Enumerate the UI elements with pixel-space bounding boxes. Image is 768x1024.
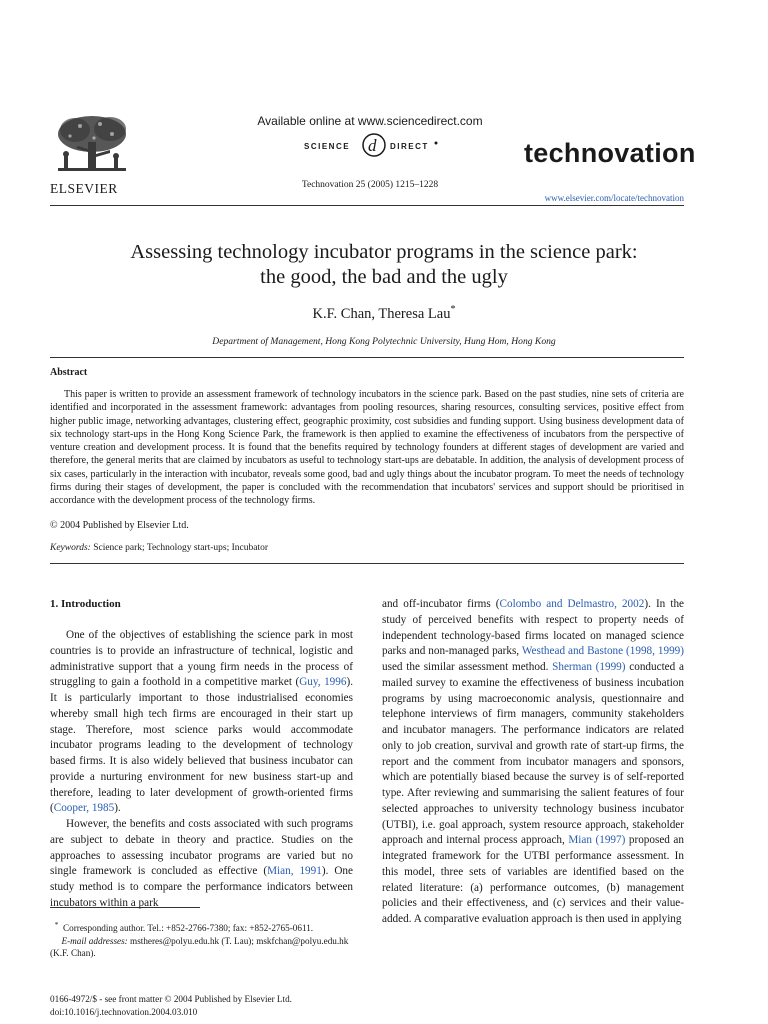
available-online-text[interactable]: Available online at www.sciencedirect.com [257,114,483,128]
text-run: ). It is particularly important to those industrialised economies whereby small high tech firms are encouraged in their start up stage. Therefore, most science parks would accommodate incubator programs leading to the development of technology based firms. It is also widely believed that business incubator can provide a nurturing environment for new business start-up and therefore, leading to later development of growth-oriented firms ( [50,676,353,815]
svg-text:SCIENCE: SCIENCE [304,142,351,151]
title-line-1: Assessing technology incubator programs in the science park: [130,241,638,263]
citation-link[interactable]: Sherman (1999) [552,661,626,673]
text-run: used the similar assessment method. [382,661,553,673]
journal-title: technovation [524,138,696,168]
imprint-doi[interactable]: doi:10.1016/j.technovation.2004.03.010 [50,1007,198,1017]
citation-link[interactable]: Colombo and Delmastro, 2002 [499,598,645,610]
affiliation: Department of Management, Hong Kong Polytechnic University, Hung Hom, Hong Kong [212,336,556,347]
text-run: However, the benefits and costs associated with such programs are subject to debate in theory and practice. Studies on the approaches to assessing incubator programs are varied but no single framework is concluded as effective ( [50,818,353,878]
publisher-name: ELSEVIER [50,181,118,196]
authors-text: K.F. Chan, Theresa Lau [312,305,451,322]
svg-text:d: d [368,136,377,155]
email-addresses[interactable]: mstheres@polyu.edu.hk (T. Lau); mskfchan@polyu.edu.hk (K.F. Chan). [50,935,349,959]
journal-citation: Technovation 25 (2005) 1215–1228 [301,180,439,190]
intro-paragraph-2-continued [382,597,684,928]
text-run: One of the objectives of establishing the science park in most countries is to provide an infrastructure of technical, logistic and administrative support that a young firm needs in the process of struggling to gain a foothold in a competitive market ( [50,629,353,689]
section-heading-introduction: 1. Introduction [50,598,121,610]
abstract-bottom-rule [50,563,684,564]
right-column [382,597,684,928]
imprint-issn: 0166-4972/$ - see front matter © 2004 Published by Elsevier Ltd. [50,994,292,1004]
header-rule [50,205,684,206]
journal-url-link[interactable]: www.elsevier.com/locate/technovation [544,193,684,203]
footnote-line-2 [50,935,353,960]
text-run: conducted a mailed survey to examine the effectiveness of business incubation programs by using macroeconomic analysis, questionnaire and telephone interviews of firm managers, community stakeholders and incubator managers. The performance indicators are related only to job creation, survival and growth rate of start-up firms, the report and the comment from incubator managers and sponsors, which are potentially biased because the survey is of self-reported type. After reviewing and summarising the salient features of four selected approaches to university technology business incubator (UTBI), i.e. goal approach, system resource approach, stakeholder approach and internal process approach, [382,661,684,847]
elsevier-tree-icon [50,112,134,176]
sciencedirect-logo-icon [290,132,460,158]
svg-text:DIRECT: DIRECT [390,142,429,151]
imprint [50,993,292,1019]
keywords [50,543,268,553]
footnote-contact: Corresponding author. Tel.: +852-2766-7380; fax: +852-2765-0611. [63,923,314,934]
footnote-mark: * [54,920,59,929]
text-run: ). [114,802,121,815]
title-line-2: the good, the bad and the ugly [260,266,508,288]
abstract-heading: Abstract [50,367,88,378]
intro-paragraph-1 [50,628,353,817]
citation-link[interactable]: Guy, 1996 [299,676,347,689]
citation-link[interactable]: Mian, 1991 [267,865,322,878]
article-title [50,240,718,290]
keywords-text: Science park; Technology start-ups; Incubator [93,543,269,553]
text-run: proposed an integrated framework for the UTBI performance assessment. In this model, three sets of variables are identified based on the related literature: (a) performance outcomes, (b) management policies and their effectiveness, and (c) services and their value-added. A comparative evaluation approach is then used in applying [382,834,684,925]
left-column [50,628,353,912]
footnote [50,919,353,960]
abstract-top-rule [50,357,684,358]
intro-paragraph-2 [50,817,353,912]
footnote-rule [50,907,200,908]
keywords-label: Keywords: [50,543,91,553]
abstract-body: This paper is written to provide an assessment framework of technology incubators in the science park. Based on the past studies, nine sets of criteria are identified and incorporated in the assessment framework: advantages from pooling resources, sharing resources, consulting services, positive effect from higher public image, networking advantages, clustering effect, geographic proximity, cost subsidies and funding support. Using business development data of six technology start-ups in the Hong Kong Science Park, the framework is then applied to examine the effectiveness of incubators from the perspective of venture creation and development process. It is found that the benefits required by technology founders at different stages of development are varied and therefore, the general merits that are claimed by incubators as useful to technology start-ups are debatable. In addition, the analysis of development process of six cases, particularly in the interaction with incubator, reveals some good, bad and ugly things about the incubator program. To meet the needs of technology firms during their stages of development, the paper is concluded with the recommendation that incubators' services and support should be prioritised in accordance with the development process of the technology firms. [50,389,684,507]
email-label: E-mail addresses: [61,935,128,946]
text-run: and off-incubator firms ( [382,598,500,610]
citation-link[interactable]: Westhead and Bastone (1998, 1999) [521,645,684,658]
author-list [50,304,718,323]
text-run: ). In the study of perceived benefits with respect to property needs of independent technology-based firms located on managed science parks and non-managed parks, [382,598,685,658]
abstract-copyright: © 2004 Published by Elsevier Ltd. [50,520,189,531]
text-run: ). One study method is to compare the performance indicators between incubators within a park [50,865,353,909]
citation-link[interactable]: Mian (1997) [568,834,626,847]
citation-link[interactable]: Cooper, 1985 [53,802,115,815]
author-footnote-mark[interactable]: * [450,304,456,315]
footnote-line-1 [50,919,353,935]
